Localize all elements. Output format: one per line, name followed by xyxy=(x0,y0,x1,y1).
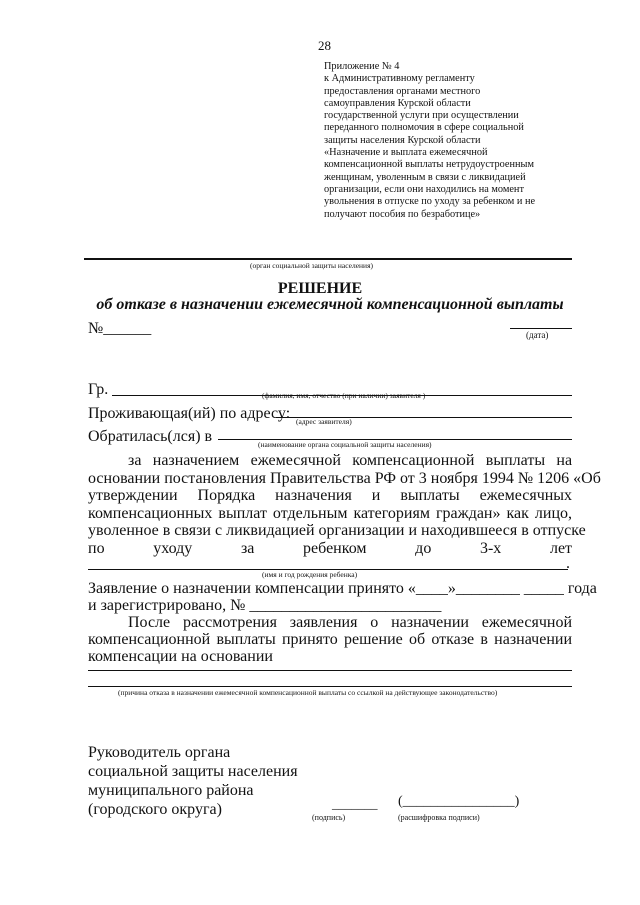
para-line-1 xyxy=(128,452,572,470)
appendix-line: увольнения в отпуске по уходу за ребенком и не xyxy=(324,196,536,208)
word: лет xyxy=(549,540,573,557)
word: компенсационной xyxy=(352,452,475,469)
para-line-4 xyxy=(88,505,572,523)
org-caption: (орган социальной защиты населения) xyxy=(250,261,374,270)
word: заявления xyxy=(289,614,358,631)
word: выплаты xyxy=(485,452,546,469)
appendix-line: женщинам, уволенным в связи с ликвидацией xyxy=(324,171,526,183)
date-caption: (дата) xyxy=(526,330,549,340)
child-line-dot: . xyxy=(566,555,570,572)
page-number: 28 xyxy=(318,38,331,53)
word: ребенком xyxy=(303,540,367,557)
para-line-3 xyxy=(88,487,572,505)
applied-label: Обратилась(лся) в xyxy=(88,428,213,445)
appendix-line: самоуправления Курской области xyxy=(324,97,471,109)
word: назначении xyxy=(391,614,469,631)
word: и xyxy=(371,487,381,504)
para-line-5 xyxy=(88,522,586,540)
word: основании постановления Правительства РФ от 3 ноября 1994 № 1206 «Об xyxy=(88,470,601,487)
appendix-line: государственной услуги при осуществлении xyxy=(324,110,519,122)
appendix-line: к Административному регламенту xyxy=(324,73,475,85)
date-line xyxy=(510,328,572,329)
word: назначением xyxy=(152,452,240,469)
word: назначения xyxy=(275,487,352,504)
appendix-block xyxy=(324,61,584,221)
signature-blank[interactable]: _______ xyxy=(332,796,378,811)
appendix-line: компенсационной выплаты нетрудоустроенным xyxy=(324,159,534,171)
word: После xyxy=(128,614,171,631)
application-line-2: и зарегистрировано, № ________________________ xyxy=(88,597,442,614)
citizen-caption: (фамилия, имя, отчество (при наличии) заявителя ) xyxy=(262,391,426,400)
word: 3-х xyxy=(479,540,502,557)
decision-line-2 xyxy=(88,631,572,649)
word: выплаты xyxy=(400,487,460,504)
decision-line-3: компенсации на основании xyxy=(88,648,273,665)
signature-line-3: муниципального района xyxy=(88,782,254,799)
signature-caption: (подпись) xyxy=(312,813,346,822)
para-line-6 xyxy=(88,540,572,558)
citizen-label: Гр. xyxy=(88,381,109,398)
address-label: Проживающая(ий) по адресу: xyxy=(88,405,291,422)
word: за xyxy=(128,452,142,469)
word: на xyxy=(556,452,573,469)
decision-line-1 xyxy=(128,614,572,632)
reason-field-2[interactable] xyxy=(88,686,572,687)
word: о xyxy=(370,614,379,631)
reason-caption: (причина отказа в назначении ежемесячной компенсационной выплаты со ссылкой на действующее законодательство) xyxy=(118,688,498,697)
para-line-2 xyxy=(88,470,601,488)
word: до xyxy=(415,540,432,557)
word: компенсационных выплат отдельным категориям граждан» как лицо, xyxy=(88,505,572,522)
word: компенсационной выплаты принято решение об отказе в назначении xyxy=(88,631,572,648)
word: ежемесячной xyxy=(250,452,341,469)
word: за xyxy=(240,540,255,557)
applied-caption: (наименование органа социальной защиты населения) xyxy=(258,440,432,449)
appendix-line: предоставления органами местного xyxy=(324,85,481,97)
signature-line-1: Руководитель органа xyxy=(88,744,231,761)
word: утверждении xyxy=(88,487,178,504)
org-line xyxy=(84,258,572,260)
appendix-line: получают пособия по безработице» xyxy=(324,208,481,220)
word: уволенное в связи с ликвидацией организации и находившееся в отпуске xyxy=(88,522,586,539)
application-line-1: Заявление о назначении компенсации принято «____»________ _____ года xyxy=(88,580,597,597)
word: Порядка xyxy=(197,487,256,504)
address-caption: (адрес заявителя) xyxy=(296,417,352,426)
appendix-line: защиты населения Курской области xyxy=(324,134,481,146)
word: рассмотрения xyxy=(182,614,277,631)
word: ежемесячной xyxy=(481,614,573,631)
decode-caption: (расшифровка подписи) xyxy=(398,813,480,822)
document-title: РЕШЕНИЕ xyxy=(277,280,363,297)
appendix-line: организации, если они находились на момент xyxy=(324,183,524,195)
child-caption: (имя и год рождения ребенка) xyxy=(262,570,358,579)
word: по xyxy=(88,540,105,557)
word: ежемесячных xyxy=(479,487,573,504)
signature-line-2: социальной защиты населения xyxy=(88,763,298,780)
appendix-line: Приложение № 4 xyxy=(324,61,400,72)
document-subtitle: об отказе в назначении ежемесячной компенсационной выплаты xyxy=(96,296,564,313)
decode-blank[interactable]: (________________) xyxy=(398,794,520,809)
appendix-line: «Назначение и выплата ежемесячной xyxy=(324,147,488,159)
number-label: №______ xyxy=(88,320,152,337)
appendix-line: переданного полномочия в сфере социальной xyxy=(324,122,524,134)
word: уходу xyxy=(153,540,193,557)
signature-line-4: (городского округа) xyxy=(88,801,222,818)
reason-field-1[interactable] xyxy=(88,670,572,671)
